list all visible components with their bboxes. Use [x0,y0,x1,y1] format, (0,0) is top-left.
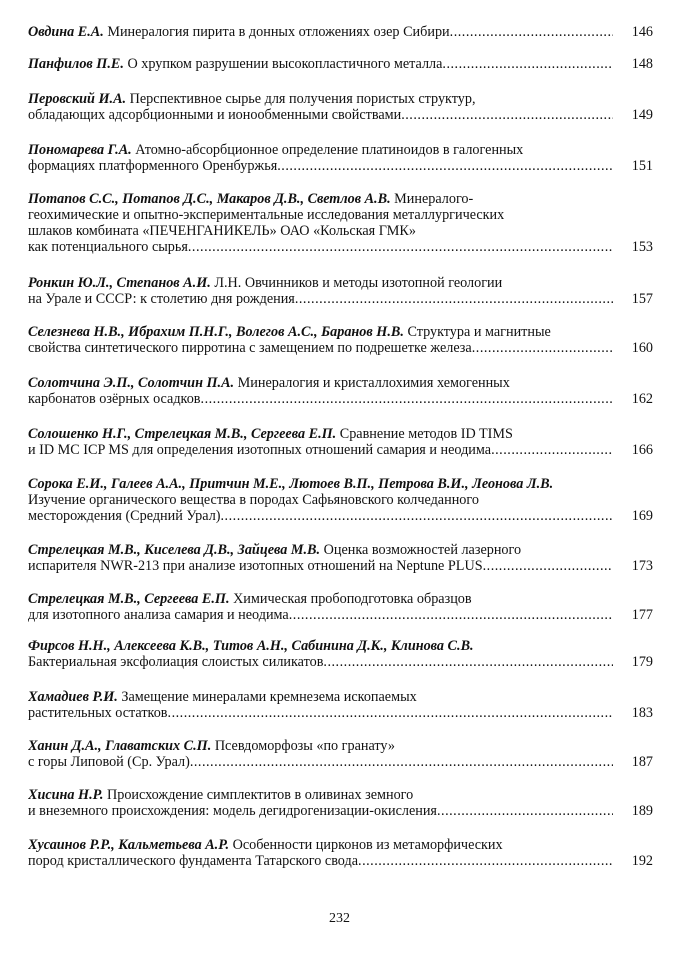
toc-authors: Хисина Н.Р. [28,787,104,803]
toc-entry [28,56,653,72]
toc-title-text: месторождения (Средний Урал) [28,508,221,524]
toc-entry [28,375,653,407]
page-number: 232 [329,911,350,926]
toc-line [28,542,613,558]
toc-line [28,340,613,356]
toc-authors: Панфилов П.Е. [28,56,124,72]
toc-title-text: пород кристаллического фундамента Татарского свода [28,853,359,869]
toc-entry-text [28,476,613,524]
toc-page-ref: 146 [631,24,653,40]
toc-entry-text [28,591,613,623]
toc-entry-text [28,24,613,40]
toc-line [28,375,613,391]
toc-title-text: Замещение минералами кремнезема ископаемых [121,689,417,705]
toc-title-text: свойства синтетического пирротина с замещением по подрешетке железа [28,340,472,356]
toc-line [28,607,613,623]
toc-page-ref: 149 [631,107,653,123]
toc-page-ref: 192 [631,853,653,869]
toc-authors: Селезнева Н.В., Ибрахим П.Н.Г., Волегов А.С., Баранов Н.В. [28,324,404,340]
toc-line [28,853,613,869]
toc-line [28,56,613,72]
toc-title-text: Л.Н. Овчинников и методы изотопной геологии [214,275,503,291]
toc-entry [28,837,653,869]
toc-page-ref: 148 [631,56,653,72]
toc-entry [28,426,653,458]
toc-title-text: Химическая пробоподготовка образцов [233,591,472,607]
toc-entry [28,91,653,123]
toc-title-text: Перспективное сырье для получения пористых структур, [129,91,476,107]
toc-page-ref: 166 [631,442,653,458]
toc-line [28,158,613,174]
toc-entry [28,191,653,255]
toc-title-text: и ID MC ICP MS для определения изотопных отношений самария и неодима [28,442,492,458]
toc-entry-text [28,542,613,574]
toc-entry-text [28,638,613,670]
toc-title-text: Псевдоморфозы «по гранату» [214,738,395,754]
toc-line [28,508,613,524]
toc-line [28,705,613,721]
toc-entry-text [28,738,613,770]
toc-authors: Солошенко Н.Г., Стрелецкая М.В., Сергеева Е.П. [28,426,337,442]
toc-entry-text [28,324,613,356]
toc-entry [28,542,653,574]
toc-page-ref: 162 [631,391,653,407]
toc-title-text: Оценка возможностей лазерного [323,542,522,558]
toc-authors: Пономарева Г.А. [28,142,132,158]
toc-line [28,689,613,705]
toc-line [28,391,613,407]
toc-line [28,324,613,340]
toc-page-ref: 160 [631,340,653,356]
toc-entry-text [28,375,613,407]
toc-entry-text [28,56,613,72]
toc-entry [28,275,653,307]
toc-entry [28,689,653,721]
toc-authors: Хамадиев Р.И. [28,689,118,705]
toc-line [28,787,613,803]
toc-line [28,476,613,492]
toc-entry [28,476,653,524]
toc-entry-text [28,426,613,458]
toc-line [28,558,613,574]
toc-authors: Стрелецкая М.В., Сергеева Е.П. [28,591,230,607]
toc-line [28,738,613,754]
toc-line [28,191,613,207]
toc-authors: Сорока Е.И., Галеев А.А., Притчин М.Е., Лютоев В.П., Петрова В.И., Леонова Л.В. [28,476,554,492]
toc-title-text: и внеземного происхождения: модель дегидрогенизации-окисления [28,803,437,819]
toc-line [28,291,613,307]
toc-page-ref: 183 [631,705,653,721]
toc-page-ref: 169 [631,508,653,524]
toc-line [28,107,613,123]
toc-title-text: обладающих адсорбционными и ионообменными свойствами [28,107,402,123]
toc-authors: Фирсов Н.Н., Алексеева К.В., Титов А.Н., Сабинина Д.К., Клинова С.В. [28,638,474,654]
toc-title-text: Происхождение симплектитов в оливинах земного [106,787,414,803]
toc-title-text: как потенциального сырья [28,239,188,255]
toc-line [28,223,613,239]
toc-authors: Перовский И.А. [28,91,127,107]
toc-entry-text [28,91,613,123]
toc-line [28,91,613,107]
toc-entry [28,787,653,819]
toc-title-text: О хрупком разрушении высокопластичного металла [127,56,443,72]
toc-page-ref: 189 [631,803,653,819]
toc-entry-text [28,191,613,255]
toc-authors: Потапов С.С., Потапов Д.С., Макаров Д.В., Светлов А.В. [28,191,391,207]
toc-line [28,442,613,458]
toc-page-ref: 173 [631,558,653,574]
toc-entry [28,638,653,670]
toc-title-text: Особенности цирконов из метаморфических [232,837,503,853]
toc-line [28,492,613,508]
toc-authors: Стрелецкая М.В., Киселева Д.В., Зайцева М.В. [28,542,321,558]
toc-title-text: с горы Липовой (Ср. Урал) [28,754,190,770]
toc-title-text: растительных остатков [28,705,168,721]
toc-authors: Овдина Е.А. [28,24,104,40]
toc-title-text: испарителя NWR-213 при анализе изотопных отношений на Neptune PLUS [28,558,483,574]
toc-entry-text [28,689,613,721]
toc-title-text: для изотопного анализа самария и неодима [28,607,289,623]
toc-line [28,207,613,223]
toc-authors: Ронкин Ю.Л., Степанов А.И. [28,275,211,291]
toc-title-text: Бактериальная эксфолиация слоистых силикатов [28,654,324,670]
toc-line [28,24,613,40]
toc-entry-text [28,275,613,307]
toc-title-text: шлаков комбината «ПЕЧЕНГАНИКЕЛЬ» ОАО «Кольская ГМК» [28,223,416,239]
toc-line [28,591,613,607]
toc-entry-text [28,142,613,174]
toc-authors: Хусаинов Р.Р., Кальметьева А.Р. [28,837,230,853]
toc-title-text: на Урале и СССР: к столетию дня рождения [28,291,295,307]
toc-title-text: геохимические и опытно-экспериментальные исследования металлургических [28,207,505,223]
toc-entry [28,591,653,623]
toc-authors: Ханин Д.А., Главатских С.П. [28,738,212,754]
toc-page-ref: 151 [631,158,653,174]
toc-line [28,803,613,819]
toc-entry-text [28,787,613,819]
toc-line [28,837,613,853]
toc-entry [28,738,653,770]
toc-title-text: Сравнение методов ID TIMS [339,426,513,442]
toc-title-text: карбонатов озёрных осадков [28,391,201,407]
toc-page-ref: 187 [631,754,653,770]
toc-title-text: Минералогия и кристаллохимия хемогенных [237,375,510,391]
toc-entry-text [28,837,613,869]
toc-line [28,275,613,291]
toc-line [28,239,613,255]
toc-title-text: Изучение органического вещества в породах Сафьяновского колчеданного [28,492,479,508]
toc-page-ref: 157 [631,291,653,307]
toc-line [28,754,613,770]
toc-title-text: Атомно-абсорбционное определение платиноидов в галогенных [135,142,524,158]
toc-title-text: формациях платформенного Оренбуржья [28,158,278,174]
toc-line [28,638,613,654]
toc-line [28,426,613,442]
toc-title-text: Структура и магнитные [407,324,551,340]
toc-page-ref: 153 [631,239,653,255]
toc-entry [28,142,653,174]
toc-entry [28,324,653,356]
toc-line [28,654,613,670]
toc-entry [28,24,653,40]
toc-page-ref: 177 [631,607,653,623]
toc-title-text: Минералого- [394,191,474,207]
toc-title-text: Минералогия пирита в донных отложениях озер Сибири [107,24,450,40]
toc-page-ref: 179 [631,654,653,670]
toc-authors: Солотчина Э.П., Солотчин П.А. [28,375,235,391]
toc-line [28,142,613,158]
